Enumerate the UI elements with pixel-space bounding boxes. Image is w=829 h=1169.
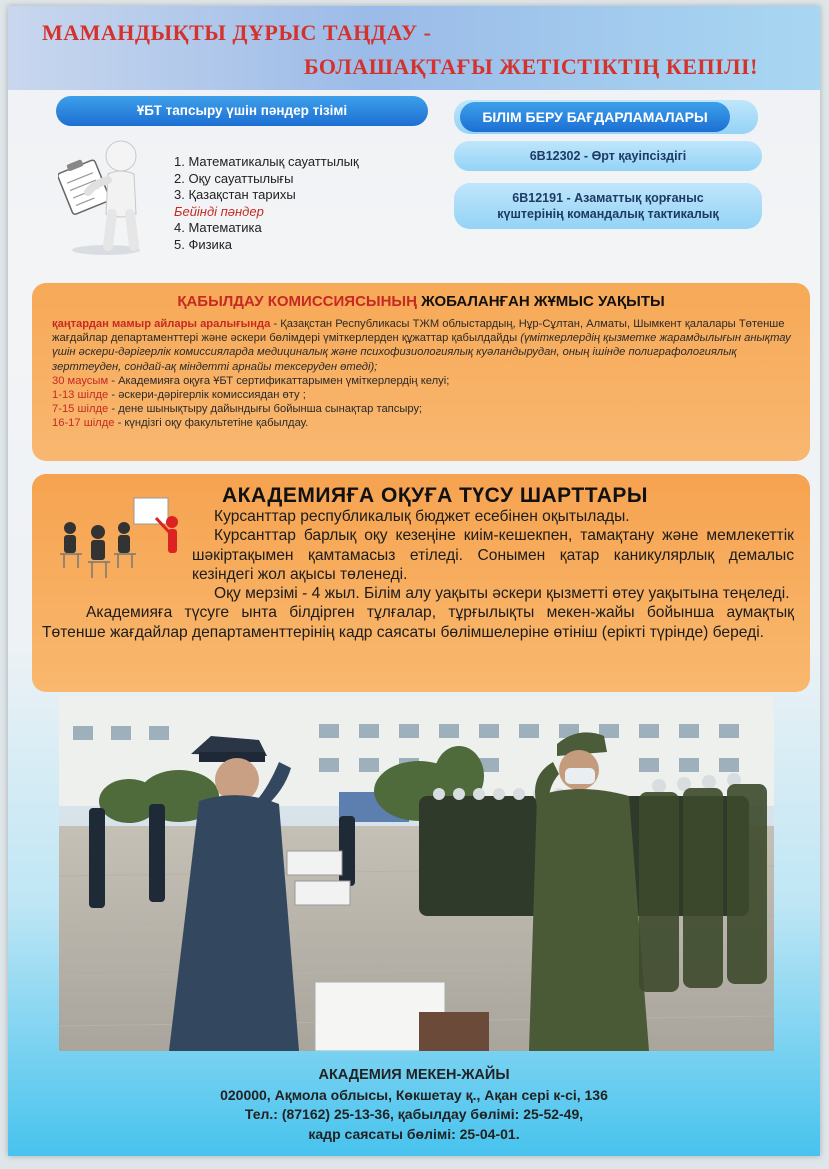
exam-subjects-list [174, 154, 359, 253]
subject-item: 5. Физика [174, 236, 233, 252]
phone-line: Тел.: (87162) 25-13-36, қабылдау бөлімі: 25-52-49, [244, 1106, 584, 1122]
schedule-row [52, 374, 797, 388]
conditions-body [42, 507, 794, 642]
conditions-paragraph: Курсанттар барлық оқу кезеңіне киім-кешекпен, тамақтану және мемлекеттік шәкіртақымен қамтамасыз етіледі. Сонымен қатар каникулярлық демалыс кезіндегі жол ақысы төленеді. [192, 527, 794, 583]
schedule-date: 16-17 шілде [52, 417, 115, 430]
title-line-1: МАМАНДЫҚТЫ ДҰРЫС ТАҢДАУ - [42, 20, 432, 45]
program-item [454, 183, 762, 229]
clipboard-figure-icon [58, 134, 150, 258]
admission-body [52, 317, 797, 431]
schedule-row [52, 416, 797, 430]
program-item-label: 6В12191 - Азаматтық қорғаныс [512, 191, 704, 205]
programs-heading: БІЛІМ БЕРУ БАҒДАРЛАМАЛАРЫ [460, 102, 730, 132]
schedule-date: 30 маусым [52, 374, 109, 387]
exam-subjects-heading: ҰБТ тапсыру үшін пәндер тізімі [56, 96, 428, 126]
programs-heading-wrap [454, 100, 758, 134]
schedule-date: 1-13 шілде [52, 389, 109, 402]
address-title: АКАДЕМИЯ МЕКЕН-ЖАЙЫ [318, 1067, 510, 1083]
header-band [8, 6, 820, 90]
title-line-2: БОЛАШАҚТАҒЫ ЖЕТІСТІКТІҢ КЕПІЛІ! [304, 54, 758, 79]
phone-line: кадр саясаты бөлімі: 25-04-01. [308, 1125, 520, 1142]
address-line: 020000, Ақмола облысы, Көкшетау қ., Ақан сері к-сі, 136 [220, 1086, 608, 1103]
subject-item: 3. Қазақстан тарихы [174, 187, 296, 202]
schedule-text: - Академияға оқуға ҰБТ сертификаттарымен үміткерлердің келуі; [108, 374, 450, 387]
admission-title-red: ҚАБЫЛДАУ КОМИССИЯСЫНЫҢ [177, 293, 417, 310]
schedule-text: - күндізгі оқу факультетіне қабылдау. [114, 417, 309, 430]
admission-schedule-panel [32, 283, 810, 461]
conditions-paragraph: Курсанттар республикалық бюджет есебінен оқытылады. [214, 508, 630, 525]
schedule-text: - әскери-дәрігерлік комиссиядан өту ; [108, 389, 306, 402]
admission-title [32, 293, 810, 310]
schedule-row [52, 388, 797, 402]
admission-title-dark: ЖОБАЛАНҒАН ЖҰМЫС УАҚЫТЫ [416, 293, 665, 310]
program-item-label-cont: күштерінің командалық тактикалық [497, 207, 719, 221]
schedule-row [52, 402, 797, 416]
conditions-title: АКАДЕМИЯҒА ОҚУҒА ТҮСУ ШАРТТАРЫ [222, 484, 648, 507]
program-item [454, 141, 762, 171]
subject-item: 2. Оқу сауаттылығы [174, 170, 294, 186]
schedule-date: 7-15 шілде [52, 403, 109, 416]
admission-period: қаңтардан мамыр айлары аралығында [52, 318, 271, 330]
program-item-label: 6В12302 - Өрт қауіпсіздігі [529, 149, 687, 163]
schedule-text: - дене шынықтыру дайындығы бойынша сынақтар тапсыру; [108, 403, 423, 416]
conditions-paragraph: Академияға түсуге ынта білдірген тұлғалар, тұрғылықты мекен-жайы бойынша аумақтық Төтенше жағдайлар департаменттерінің кадр саясаты бөлімшелеріне өтініш (ерікті түрінде) береді. [42, 604, 794, 641]
admission-intro: - Қазақстан Республикасы ТЖМ облыстардың, Нұр-Сұлтан, Алматы, Шымкент қалалары Төтенше жағдайлар департаменттері және әскери бөлімдері үміткерлерден құжаттар қабылдайды [52, 318, 785, 345]
subject-item: 1. Математикалық сауаттылық [174, 154, 359, 169]
subject-item: 4. Математика [174, 220, 262, 235]
parade-photo [59, 696, 774, 1051]
profile-subjects-label: Бейінді пәндер [174, 203, 264, 219]
academy-address [8, 1066, 820, 1144]
poster [8, 6, 820, 1156]
admission-note: (үміткерлердің қызметке жарамдылығын анықтау үшін әскери-дәрігерлік комиссияларда медициналық және психофизиологиялық куәландырудан, оның ішінде полиграфологиялық зерттеуден, сондай-ақ міндетті арнайы тексеруден өтеді); [52, 332, 791, 373]
conditions-paragraph: Оқу мерзімі - 4 жыл. Білім алу уақыты әскери қызметті өтеу уақытына теңеледі. [214, 585, 790, 603]
conditions-panel [32, 474, 810, 692]
